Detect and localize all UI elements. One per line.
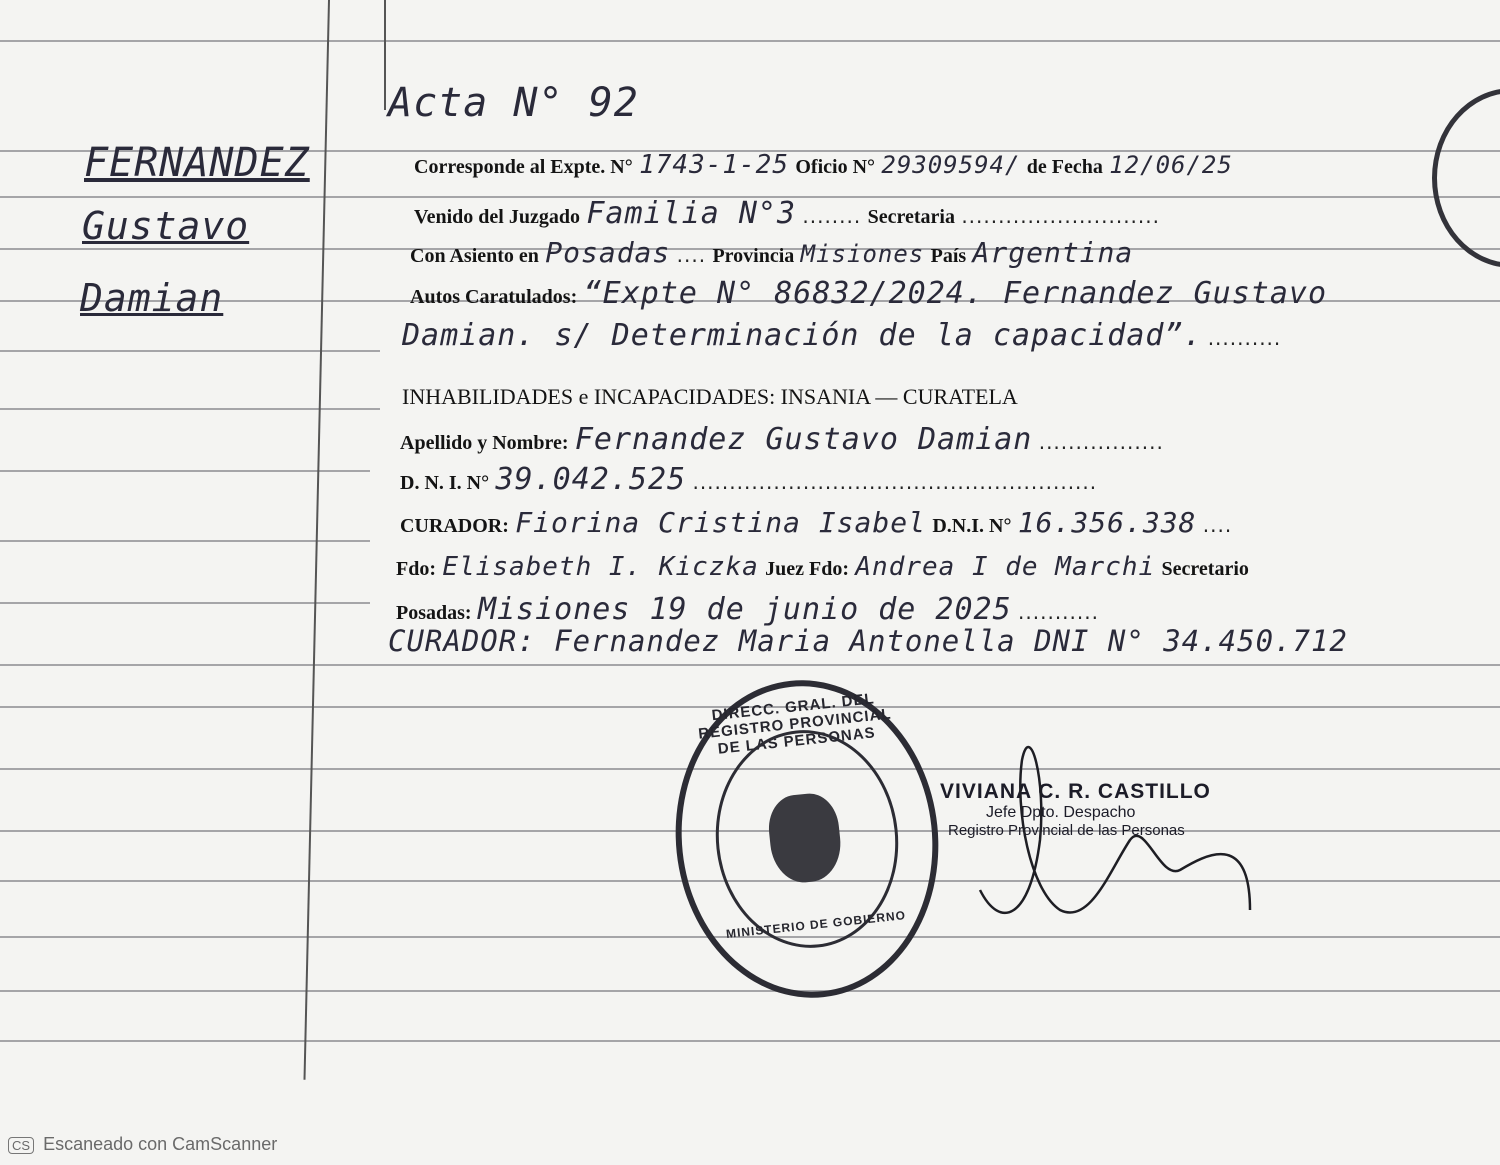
curador-second: CURADOR: Fernandez Maria Antonella DNI N° 34.450.712 (388, 624, 1348, 658)
signatory-office: Registro Provincial de las Personas (948, 822, 1185, 839)
official-seal (660, 667, 954, 1011)
row-apellido: Apellido y Nombre: Fernandez Gustavo Damian ................. (400, 422, 1164, 457)
margin-second-name: Damian (80, 276, 224, 320)
row-fdo (396, 552, 1249, 582)
pais-label: País (930, 245, 967, 267)
secretaria-label: Secretaria (867, 206, 955, 228)
row-posadas: Posadas: Misiones 19 de junio de 2025 ........... (396, 592, 1099, 627)
venido-label: Venido del Juzgado (414, 206, 580, 228)
oficio-label: Oficio N° (795, 156, 876, 178)
secretario-label: Secretario (1161, 558, 1249, 580)
acta-number: Acta N° 92 (388, 80, 639, 126)
margin-first-name: Gustavo (82, 204, 250, 248)
row-dni: D. N. I. N° 39.042.525 ....................................................... (400, 462, 1098, 497)
row-juzgado: Venido del Juzgado Familia N°3 ........ Secretaria ........................... (414, 196, 1160, 231)
curador-dni-label: D.N.I. N° (932, 515, 1012, 537)
camscanner-icon: CS (8, 1137, 34, 1154)
signatory-name: VIVIANA C. R. CASTILLO (940, 780, 1211, 803)
fdo-value: Elisabeth I. Kiczka (442, 552, 759, 582)
posadas-value: Misiones 19 de junio de 2025 (477, 592, 1012, 627)
dni-label: D. N. I. N° (400, 472, 490, 494)
venido-value: Familia N°3 (586, 196, 797, 231)
apellido-label: Apellido y Nombre: (400, 432, 569, 454)
fecha-label: de Fecha (1026, 156, 1103, 178)
expte-value: 1743-1-25 (639, 150, 789, 180)
curador-label: CURADOR: (400, 515, 509, 537)
row-expte (414, 150, 1233, 180)
dni-value: 39.042.525 (495, 462, 687, 497)
row-curador: CURADOR: Fiorina Cristina Isabel D.N.I. N° 16.356.338 .... (400, 506, 1233, 539)
expte-label: Corresponde al Expte. N° (414, 156, 633, 178)
juez-value: Andrea I de Marchi (855, 552, 1156, 582)
section-title: INHABILIDADES e INCAPACIDADES: INSANIA — CURATELA (402, 384, 1018, 409)
provincia-label: Provincia (712, 245, 795, 267)
curador-value: Fiorina Cristina Isabel (515, 506, 926, 539)
signatory-title: Jefe Dpto. Despacho (986, 804, 1136, 821)
row-autos-2: Damian. s/ Determinación de la capacidad”. .......... (402, 318, 1282, 353)
seal-ring-text: DIRECC. GRAL. DEL REGISTRO PROVINCIAL DE LAS PERSONAS (697, 690, 893, 758)
margin-surname: FERNANDEZ (84, 140, 310, 186)
apellido-value: Fernandez Gustavo Damian (574, 422, 1033, 457)
fdo-label: Fdo: (396, 558, 436, 580)
provincia-value: Misiones (800, 240, 925, 268)
asiento-label: Con Asiento en (410, 245, 539, 267)
autos-label: Autos Caratulados: (410, 286, 578, 308)
juez-label: Juez Fdo: (765, 558, 850, 580)
pais-value: Argentina (972, 236, 1134, 269)
autos-value-2: Damian. s/ Determinación de la capacidad”. (402, 318, 1203, 353)
row-asiento: Con Asiento en Posadas .... Provincia Misiones País Argentina (410, 236, 1134, 269)
curador-dni-value: 16.356.338 (1017, 506, 1197, 539)
seal-center-text: MINISTERIO DE GOBIERNO (725, 908, 907, 941)
camscanner-text: Escaneado con CamScanner (43, 1134, 278, 1154)
margin-line-top (384, 0, 386, 110)
asiento-value: Posadas (545, 236, 671, 269)
oficio-value: 29309594/ (881, 151, 1021, 179)
autos-value: “Expte N° 86832/2024. Fernandez Gustavo (583, 276, 1328, 311)
camscanner-footer (8, 1134, 277, 1155)
fecha-value: 12/06/25 (1109, 151, 1233, 179)
handwritten-signature (960, 720, 1260, 960)
posadas-label: Posadas: (396, 602, 472, 624)
corner-stamp (1432, 88, 1500, 268)
row-autos (410, 276, 1327, 311)
